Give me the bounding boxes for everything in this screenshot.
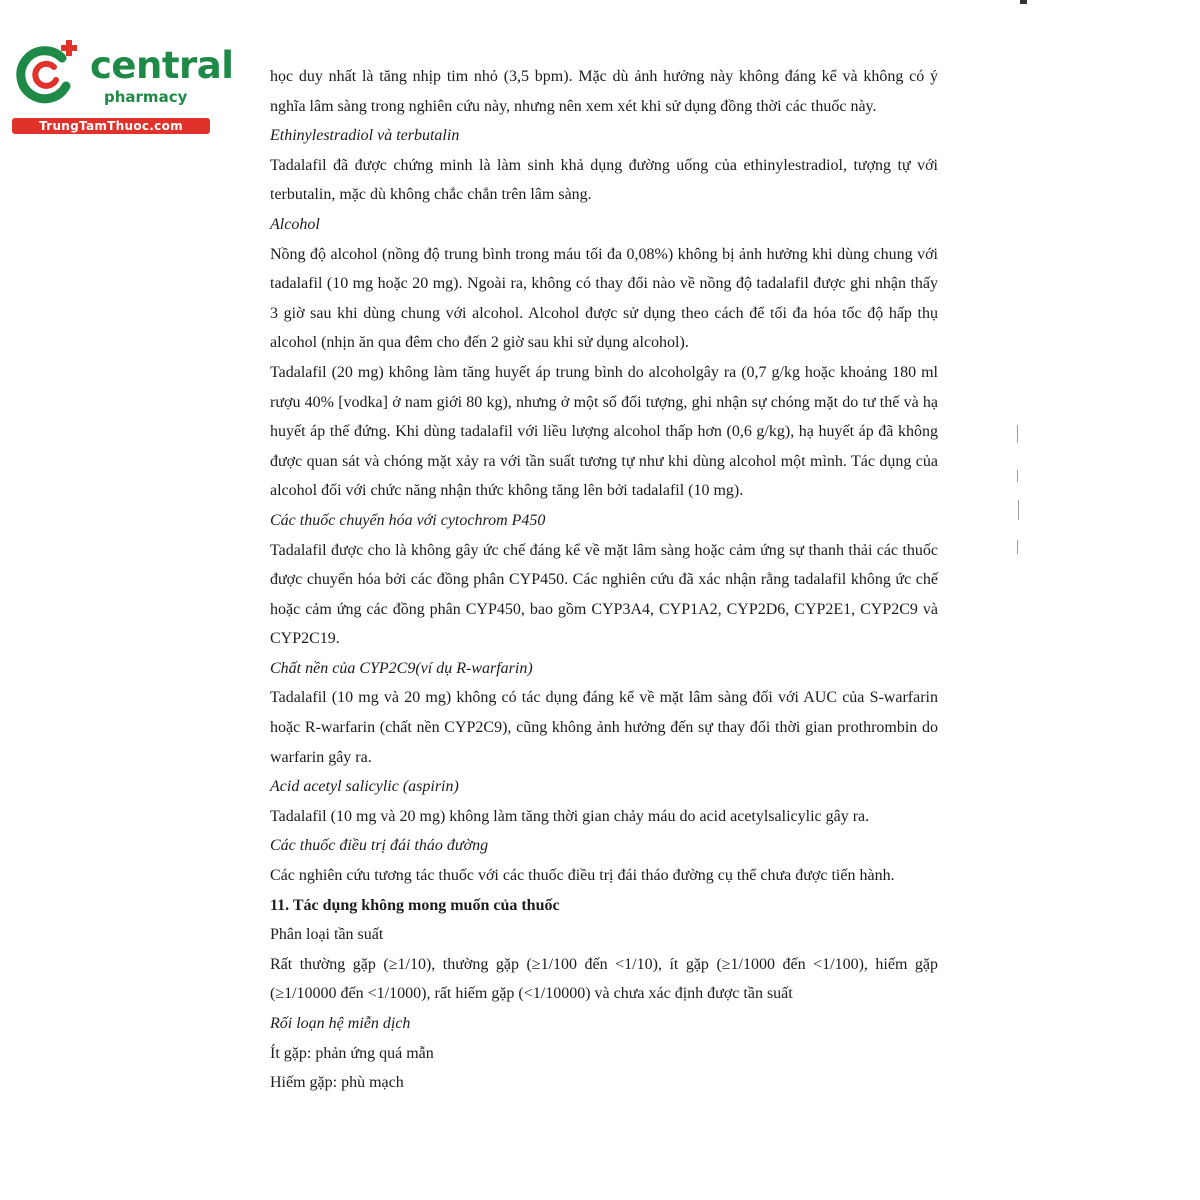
paragraph: Tadalafil (10 mg và 20 mg) không làm tăng thời gian chảy máu do acid acetylsalicylic gây ra. xyxy=(270,807,870,825)
logo-site: TrungTamThuoc.com xyxy=(12,118,210,134)
scan-mark xyxy=(1017,425,1018,443)
paragraph: Tadalafil (10 mg và 20 mg) không có tác dụng đáng kể về mặt lâm sàng đối với AUC của S-warfarin hoặc R-warfarin (chất nền CYP2C9), cũng không ảnh hưởng đến sự thay đổi thời gian prothrombin do warfarin gây ra. xyxy=(270,689,938,766)
paragraph: học duy nhất là tăng nhịp tim nhỏ (3,5 bpm). Mặc dù ảnh hưởng này không đáng kể và không có ý nghĩa lâm sàng trong nghiên cứu này, nhưng nên xem xét khi sử dụng đồng thời các thuốc này. xyxy=(270,68,938,115)
scan-mark xyxy=(1020,0,1027,4)
paragraph: Hiếm gặp: phù mạch xyxy=(270,1074,404,1092)
paragraph: Phân loại tần suất xyxy=(270,926,384,944)
subheading: Các thuốc điều trị đái tháo đường xyxy=(270,837,489,855)
subheading: Chất nền của CYP2C9(ví dụ R-warfarin) xyxy=(270,659,533,677)
subheading: Các thuốc chuyển hóa với cytochrom P450 xyxy=(270,511,546,529)
paragraph: Các nghiên cứu tương tác thuốc với các thuốc điều trị đái tháo đường cụ thể chưa được tiến hành. xyxy=(270,867,895,885)
subheading: Alcohol xyxy=(270,215,320,233)
paragraph: Nồng độ alcohol (nồng độ trung bình trong máu tối đa 0,08%) không bị ảnh hưởng khi dùng chung với tadalafil (10 mg hoặc 20 mg). Ngoài ra, không có thay đổi nào về nồng độ tadalafil được ghi nhận thấy 3 giờ sau khi dùng chung với alcohol. Alcohol được sử dụng theo cách để tối đa hóa tốc độ hấp thụ alcohol (nhịn ăn qua đêm cho đến 2 giờ sau khi sử dụng alcohol). xyxy=(270,245,938,352)
paragraph: Rất thường gặp (≥1/10), thường gặp (≥1/100 đến <1/10), ít gặp (≥1/1000 đến <1/100), hiếm gặp (≥1/10000 đến <1/1000), rất hiếm gặp (<1/10000) và chưa xác định được tần suất xyxy=(270,955,938,1003)
scan-mark xyxy=(1017,540,1018,554)
section-heading: 11. Tác dụng không mong muốn của thuốc xyxy=(270,896,560,914)
logo-brand: central xyxy=(90,44,234,87)
pharmacy-logo[interactable] xyxy=(10,38,234,138)
paragraph: Tadalafil (20 mg) không làm tăng huyết áp trung bình do alcoholgây ra (0,7 g/kg hoặc khoảng 180 ml rượu 40% [vodka] ở nam giới 80 kg), nhưng ở một số đối tượng, ghi nhận sự chóng mặt do tư thế và hạ huyết áp thế đứng. Khi dùng tadalafil với liều lượng alcohol thấp hơn (0,6 g/kg), hạ huyết áp đã không được quan sát và chóng mặt xảy ra với tần suất tương tự như khi dùng alcohol một mình. Tác dụng của alcohol đối với chức năng nhận thức không tăng lên bởi tadalafil (10 mg). xyxy=(270,363,938,500)
subheading: Acid acetyl salicylic (aspirin) xyxy=(270,778,459,796)
subheading: Ethinylestradiol và terbutalin xyxy=(270,127,460,145)
paragraph: Tadalafil được cho là không gây ức chế đáng kể về mặt lâm sàng hoặc cảm ứng sự thanh thải các thuốc được chuyển hóa bởi các đồng phân CYP450. Các nghiên cứu đã xác nhận rằng tadalafil không ức chế hoặc cảm ứng các đồng phân CYP450, bao gồm CYP3A4, CYP1A2, CYP2D6, CYP2E1, CYP2C9 và CYP2C19. xyxy=(270,541,938,648)
document-body xyxy=(270,62,938,1098)
subheading: Rối loạn hệ miễn dịch xyxy=(270,1015,411,1032)
paragraph: Tadalafil đã được chứng minh là làm sinh khả dụng đường uống của ethinylestradiol, tượng tự với terbutalin, mặc dù không chắc chắn trên lâm sàng. xyxy=(270,156,938,204)
logo-sub: pharmacy xyxy=(104,88,188,106)
paragraph: Ít gặp: phản ứng quá mẫn xyxy=(270,1044,434,1062)
scan-mark xyxy=(1017,470,1018,482)
scan-mark xyxy=(1018,500,1019,520)
logo-mark-icon xyxy=(10,38,82,110)
